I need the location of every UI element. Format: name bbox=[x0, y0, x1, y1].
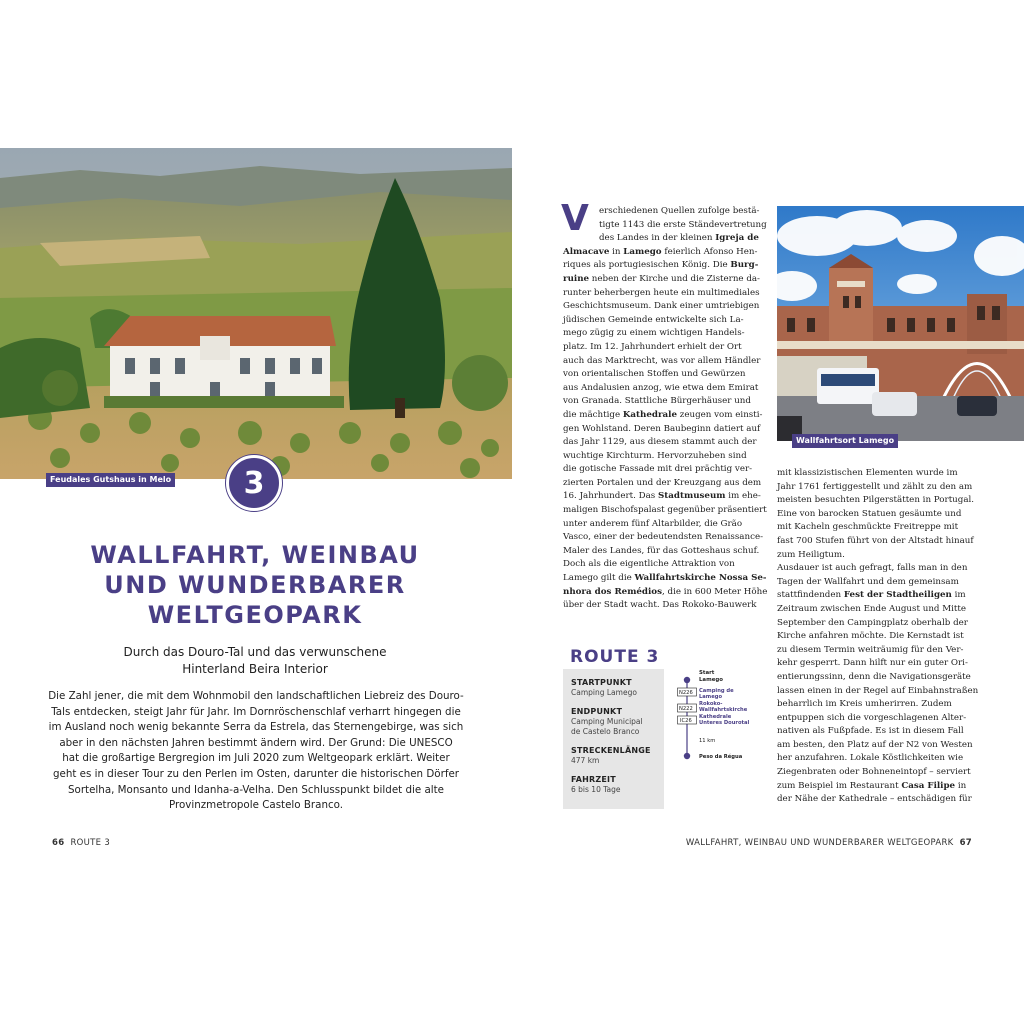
stop-name-line: Unteres Dourotal bbox=[699, 720, 750, 726]
intro-line: Sortelha, Monsanto und Idanha-a-Velha. Den Schlusspunkt bildet die alte bbox=[67, 783, 445, 796]
drop-cap: V bbox=[561, 198, 589, 239]
stop-name-line: Kathedrale bbox=[699, 714, 732, 720]
intro-paragraph bbox=[40, 689, 472, 814]
body-text-line: zum Beispiel im Restaurant Casa Filipe in bbox=[777, 780, 967, 791]
body-text-line: 16. Jahrhundert. Das Stadtmuseum im ehe- bbox=[563, 491, 761, 502]
intro-line: im Ausland noch wenig bekannte Serra da Estrela, das Sternengebirge, was sich bbox=[48, 721, 464, 734]
running-head-left: ROUTE 3 bbox=[70, 838, 111, 848]
lamego-cathedral-illustration bbox=[777, 206, 1024, 441]
route-start-place: Lamego bbox=[699, 677, 723, 683]
intro-line: geht es in dieser Tour zu den Perlen im Osten, darunter die historischen Dörfer bbox=[52, 767, 460, 780]
body-text-line: die gotische Fassade mit drei prächtig ver- bbox=[563, 464, 753, 475]
route-box-label: ENDPUNKT bbox=[571, 707, 623, 716]
route-end-place: Peso da Régua bbox=[699, 754, 743, 760]
body-text-line: des Landes in der kleinen Igreja de bbox=[599, 233, 759, 244]
body-text-line: maligen Bischofspalast gegenüber präsentiert bbox=[563, 505, 767, 516]
body-text-line: entierungssinn, denn die Navigationsgeräte bbox=[777, 671, 971, 682]
manor-landscape-illustration bbox=[0, 148, 512, 479]
intro-line: Provinzmetropole Castelo Branco. bbox=[168, 799, 344, 812]
route-start-label: Start bbox=[699, 670, 715, 676]
body-text-line: Almacave in Lamego feierlich Afonso Hen- bbox=[563, 246, 758, 257]
body-text-line: Kirche anfahren möchte. Die Kernstadt ist bbox=[777, 631, 964, 642]
body-text-line: fast 700 Stufen führt von der Altstadt hinauf bbox=[777, 535, 974, 546]
end-marker-icon bbox=[684, 753, 690, 759]
body-text-line: das Jahr 1129, aus diesem stammt auch der bbox=[563, 437, 757, 448]
body-text-line: Zeitraum zwischen Ende August und Mitte bbox=[777, 603, 967, 614]
route-info-box bbox=[563, 669, 664, 809]
manor-house bbox=[104, 316, 344, 408]
body-text-line: stattfindenden Fest der Stadtheiligen im bbox=[777, 590, 966, 601]
body-text-line: der Nähe der Kathedrale – entschädigen für bbox=[777, 794, 972, 805]
body-text-line: runter beherbergen heute ein multimediales bbox=[563, 287, 760, 298]
road-label-n222: N222 bbox=[679, 706, 693, 712]
body-text-line: über der Stadt wacht. Das Rokoko-Bauwerk bbox=[563, 600, 757, 611]
body-text-line: jüdischen Gemeinde entwickelte sich La- bbox=[563, 314, 744, 325]
intro-line: Die Zahl jener, die mit dem Wohnmobil den landschaftlichen Liebreiz des Douro- bbox=[48, 690, 464, 702]
chapter-subtitle bbox=[60, 644, 450, 678]
stop-name-line: Rokoko- bbox=[699, 701, 723, 707]
route-box-label: STRECKENLÄNGE bbox=[571, 746, 651, 755]
road-label-n226: N226 bbox=[679, 690, 693, 696]
body-text-line: zierten Portalen und der Kreuzgang aus dem bbox=[563, 477, 762, 488]
chapter-title-line: WELTGEOPARK bbox=[147, 601, 363, 629]
intro-line: Tals entdecken, steigt Jahr für Jahr. Im Dornröschenschlaf verharrt hingegen die bbox=[51, 705, 461, 718]
body-text-line: erschiedenen Quellen zufolge bestä- bbox=[599, 206, 760, 216]
body-text-line: tigte 1143 die erste Ständevertretung bbox=[599, 219, 767, 230]
body-text-line: September den Campingplatz oberhalb der bbox=[777, 617, 968, 628]
body-text-line: ruine neben der Kirche und die Zisterne da- bbox=[563, 273, 760, 284]
folio-left bbox=[46, 838, 110, 848]
body-text-line: von orientalischen Stoffen und Gewürzen bbox=[563, 369, 746, 380]
body-text-line: auch das Marktrecht, was vor allem Händler bbox=[563, 355, 761, 366]
intro-line: hat die großartige Bergregion im Juli 2020 zum Weltgeopark erklärt. Weiter bbox=[62, 752, 450, 765]
photo-manor-house-melo bbox=[0, 148, 512, 479]
route-number-badge: 3 bbox=[226, 455, 282, 511]
body-text-line: Jahr 1761 fertiggestellt und zählt zu den am bbox=[777, 481, 973, 492]
page-number-left: 66 bbox=[52, 838, 65, 848]
body-text-line: gen Wohlstand. Deren Baubeginn datiert auf bbox=[563, 423, 761, 434]
body-column-a bbox=[561, 198, 768, 613]
body-text-line: die mächtige Kathedrale zeugen vom einsti- bbox=[563, 409, 763, 420]
body-text-line: entpuppen sich die vorgeschlagenen Alter- bbox=[777, 712, 967, 723]
page-number-right: 67 bbox=[959, 838, 972, 848]
route-box-value: Camping Lamego bbox=[571, 688, 637, 697]
body-text-line: mego zügig zu einem wichtigen Handels- bbox=[563, 328, 745, 339]
body-column-b bbox=[777, 467, 977, 807]
body-text-line: riques als portugiesischen König. Die Burg- bbox=[563, 260, 759, 271]
photo-caption-lamego: Wallfahrtsort Lamego bbox=[792, 434, 898, 448]
body-text-line: aus Andalusien anzog, wie etwa dem Emirat bbox=[563, 382, 759, 393]
body-text-line: platz. Im 12. Jahrhundert erhielt der Ort bbox=[563, 341, 742, 352]
start-marker-icon bbox=[684, 677, 690, 683]
route-box-label: FAHRZEIT bbox=[571, 775, 616, 784]
body-text-line: nhora dos Remédios, die in 600 Meter Höhe bbox=[563, 586, 768, 597]
route-box-value: Camping Municipal de Castelo Branco bbox=[571, 717, 643, 736]
body-text-line: kehr gesperrt. Dann hilft nur ein guter Ori- bbox=[777, 658, 968, 669]
body-text-line: Eine von barocken Statuen gesäumte und bbox=[777, 508, 962, 519]
stop-name-line: Wallfahrtskirche bbox=[699, 707, 748, 713]
body-text-line: beharrlich im Kreis umherirren. Zudem bbox=[777, 699, 952, 710]
body-text-line: meisten besuchten Pilgerstätten in Portugal. bbox=[777, 495, 975, 506]
stop-name-line: Camping de bbox=[699, 688, 734, 694]
route-distance: 11 km bbox=[699, 738, 716, 744]
route-box-value: 477 km bbox=[571, 756, 600, 765]
folio-right bbox=[686, 838, 978, 848]
body-text-line: lassen einen in der Regel auf Einbahnstraßen bbox=[777, 685, 979, 696]
body-text-line: mit klassizistischen Elementen wurde im bbox=[777, 468, 958, 478]
photo-caption-melo: Feudales Gutshaus in Melo bbox=[46, 473, 175, 487]
body-text-line: Maler des Landes, für das Gotteshaus schuf. bbox=[563, 545, 760, 556]
chapter-title bbox=[40, 540, 470, 630]
body-text-line: Lamego gilt die Wallfahrtskirche Nossa Se- bbox=[563, 573, 767, 584]
photo-lamego bbox=[777, 206, 1024, 441]
body-text-line: am besten, den Platz auf der N2 von Westen bbox=[777, 739, 973, 750]
body-text-line: her anzufahren. Lokale Köstlichkeiten wie bbox=[777, 753, 964, 764]
body-text-line: Vasco, einer der bedeutendsten Renaissance- bbox=[563, 532, 764, 543]
route-box-label: STARTPUNKT bbox=[571, 678, 632, 687]
route-schematic bbox=[676, 668, 776, 768]
body-text-line: Doch als die eigentliche Attraktion von bbox=[563, 559, 735, 570]
subtitle-line: Durch das Douro-Tal und das verwunschene bbox=[123, 645, 387, 659]
chapter-title-line: UND WUNDERBARER bbox=[104, 571, 406, 599]
road-label-ic26: IC26 bbox=[680, 718, 692, 724]
body-text-line: zum Heiligtum. bbox=[777, 549, 845, 560]
stop-name-line: Lamego bbox=[699, 694, 723, 700]
subtitle-line: Hinterland Beira Interior bbox=[182, 662, 328, 676]
route-box-value: 6 bis 10 Tage bbox=[571, 785, 621, 794]
route-box-heading: ROUTE 3 bbox=[570, 647, 660, 667]
body-text-line: Tagen der Wallfahrt und dem gemeinsam bbox=[777, 576, 959, 587]
body-text-line: Geschichtsmuseum. Dank einer umtriebigen bbox=[563, 301, 760, 312]
body-text-line: zu diesem Termin weiträumig für den Ver- bbox=[777, 644, 964, 655]
route-line-diagram bbox=[676, 668, 776, 768]
body-text-line: mit Kacheln geschmückte Freitreppe mit bbox=[777, 522, 959, 533]
body-text-line: von Granada. Stattliche Bürgerhäuser und bbox=[563, 396, 751, 407]
chapter-title-line: WALLFAHRT, WEINBAU bbox=[90, 541, 420, 569]
body-text-line: Ausdauer ist auch gefragt, falls man in den bbox=[777, 563, 968, 574]
body-text-line: Ziegenbraten oder Bohneneintopf – serviert bbox=[777, 767, 971, 778]
body-text-line: unter anderem fünf Altarbilder, die Grão bbox=[563, 518, 743, 529]
body-text-line: wuchtige Kirchturm. Hervorzuheben sind bbox=[563, 450, 747, 461]
running-head-right: WALLFAHRT, WEINBAU UND WUNDERBARER WELTGEOPARK bbox=[685, 838, 954, 848]
body-text-line: nativen als Fußpfade. Es ist in diesem Fall bbox=[777, 726, 964, 737]
intro-line: aber in den nächsten Jahren bestimmt ändern wird. Der Grund: Die UNESCO bbox=[59, 736, 453, 749]
